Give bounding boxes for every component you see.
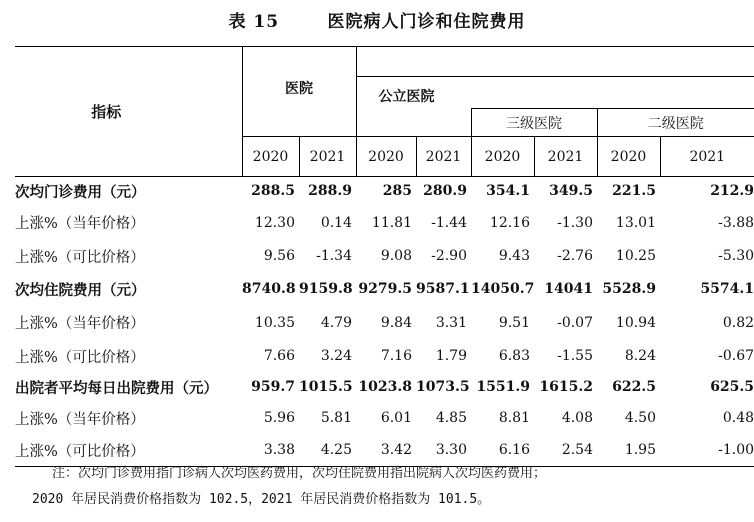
row-value: -2.76 <box>557 248 593 264</box>
row-label: 出院者平均每日出院费用（元） <box>15 379 218 397</box>
row-value: -5.30 <box>718 248 754 264</box>
row-value: 11.81 <box>371 214 412 231</box>
row-value: 6.01 <box>380 410 412 426</box>
row-label: 次均住院费用（元） <box>15 281 146 299</box>
row-value: 2.54 <box>534 435 597 467</box>
row-value: 9.84 <box>380 314 412 331</box>
row-value: 12.16 <box>489 214 530 231</box>
row-value: 622.5 <box>612 379 656 395</box>
row-value: 5.81 <box>320 410 352 426</box>
row-value: 4.85 <box>435 410 467 426</box>
row-value: 8.24 <box>624 348 656 364</box>
data-table <box>15 46 754 467</box>
year-header: 2020 <box>471 137 534 177</box>
header-indicator: 指标 <box>15 47 242 177</box>
row-label: 上涨%（可比价格） <box>15 249 145 266</box>
row-value: 0.14 <box>320 214 352 231</box>
row-label: 上涨%（当年价格） <box>15 216 145 232</box>
row-value: 280.9 <box>423 183 467 200</box>
row-value: -2.90 <box>431 248 467 264</box>
table-row <box>15 402 754 435</box>
row-value: 13.01 <box>615 214 656 231</box>
row-value: 14050.7 <box>471 281 535 297</box>
header-tier2: 二级医院 <box>597 109 754 137</box>
row-value: 5528.9 <box>602 281 656 297</box>
row-value: 285 <box>382 183 412 200</box>
row-value: 9587.1 <box>416 281 470 297</box>
year-header: 2020 <box>242 137 299 177</box>
row-value: 8.81 <box>498 410 530 426</box>
year-header: 2020 <box>597 137 660 177</box>
table-row <box>15 177 754 206</box>
table-title: 表 15 医院病人门诊和住院费用 <box>228 12 526 32</box>
table-row <box>15 240 754 273</box>
row-value: 1615.2 <box>539 379 593 395</box>
row-value: 0.82 <box>722 314 754 331</box>
year-header: 2021 <box>416 137 471 177</box>
row-value: 288.9 <box>308 183 352 200</box>
row-value: -1.55 <box>557 348 593 364</box>
footnote-line-2: 2020 年居民消费价格指数为 102.5，2021 年居民消费价格指数为 101.5。 <box>32 492 491 507</box>
row-value: 0.48 <box>722 410 754 426</box>
row-value: 3.42 <box>356 435 416 467</box>
row-value: 10.35 <box>254 314 295 331</box>
row-value: 4.08 <box>561 410 593 426</box>
row-value: 5.96 <box>263 410 295 426</box>
row-label: 上涨%（可比价格） <box>15 349 145 366</box>
table-row <box>15 306 754 340</box>
table-row <box>15 340 754 373</box>
row-value: 212.9 <box>710 183 754 200</box>
row-value: 9.51 <box>498 314 530 331</box>
row-label: 次均门诊费用（元） <box>15 183 146 201</box>
row-value: 9.56 <box>263 248 295 264</box>
row-value: 3.30 <box>416 435 471 467</box>
row-value: 7.66 <box>263 348 295 364</box>
row-value: 10.94 <box>615 314 656 331</box>
row-value: 6.16 <box>471 435 534 467</box>
row-value: 9.43 <box>498 248 530 264</box>
row-value: 3.38 <box>242 435 299 467</box>
row-value: 1015.5 <box>299 379 353 395</box>
row-value: -1.34 <box>316 248 352 264</box>
row-value: 1.79 <box>435 348 467 364</box>
row-value: 4.50 <box>624 410 656 426</box>
header-blank <box>356 47 754 77</box>
row-value: 4.79 <box>320 314 352 331</box>
row-value: 1073.5 <box>416 379 470 395</box>
year-header: 2021 <box>660 137 754 177</box>
row-value: 12.30 <box>254 214 295 231</box>
header-hospital: 医院 <box>242 47 356 137</box>
row-value: 1551.9 <box>476 379 530 395</box>
table-row <box>15 373 754 402</box>
year-header: 2020 <box>356 137 416 177</box>
year-header: 2021 <box>534 137 597 177</box>
table-row <box>15 206 754 240</box>
row-value: 3.31 <box>435 314 467 331</box>
footnote-line-1: 注：次均门诊费用指门诊病人次均医药费用，次均住院费用指出院病人次均医药费用； <box>52 466 547 481</box>
row-value: 5574.1 <box>700 281 754 297</box>
row-value: 959.7 <box>251 379 295 395</box>
row-value: -1.44 <box>431 214 467 231</box>
row-value: 14041 <box>544 281 593 297</box>
row-value: 7.16 <box>380 348 412 364</box>
row-value: -0.67 <box>718 348 754 364</box>
row-value: -1.00 <box>660 435 754 467</box>
row-value: 221.5 <box>612 183 656 200</box>
row-value: 9.08 <box>380 248 412 264</box>
row-value: 3.24 <box>320 348 352 364</box>
row-value: 9279.5 <box>358 281 412 297</box>
row-value: 6.83 <box>498 348 530 364</box>
header-public-hospital: 公立医院 <box>356 77 754 109</box>
row-value: 288.5 <box>251 183 295 200</box>
row-value: -1.30 <box>557 214 593 231</box>
row-value: 349.5 <box>549 183 593 200</box>
row-value: 4.25 <box>299 435 356 467</box>
row-value: 9159.8 <box>299 281 353 297</box>
row-label: 上涨%（当年价格） <box>15 316 145 332</box>
row-label: 上涨%（当年价格） <box>15 411 145 428</box>
row-value: -0.07 <box>557 314 593 331</box>
row-value: 10.25 <box>615 248 656 264</box>
row-value: 354.1 <box>486 183 530 200</box>
row-value: 8740.8 <box>242 281 296 297</box>
header-tier3: 三级医院 <box>471 109 597 137</box>
year-header: 2021 <box>299 137 356 177</box>
row-value: 625.5 <box>710 379 754 395</box>
table-row <box>15 273 754 306</box>
row-value: -3.88 <box>718 214 754 231</box>
row-value: 1.95 <box>597 435 660 467</box>
row-value: 1023.8 <box>358 379 412 395</box>
row-label: 上涨%（可比价格） <box>15 435 242 467</box>
